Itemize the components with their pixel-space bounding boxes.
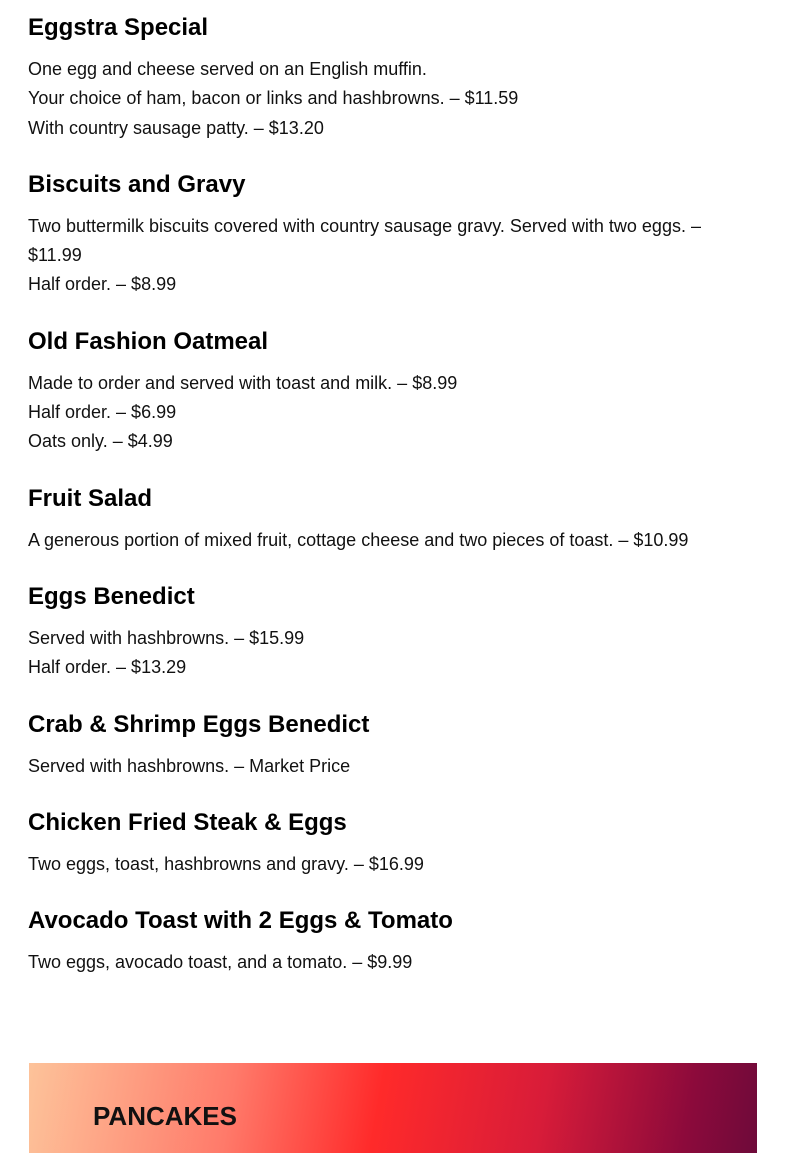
menu-item-eggs-benedict [28, 582, 757, 683]
menu-item-line: With country sausage patty. – $13.20 [28, 117, 324, 138]
menu-item-title: Old Fashion Oatmeal [28, 327, 269, 355]
menu-item-title: Biscuits and Gravy [28, 170, 246, 198]
pancakes-section-banner [29, 1063, 757, 1153]
menu-item-description [28, 850, 757, 879]
menu-item-title: Avocado Toast with 2 Eggs & Tomato [28, 907, 453, 935]
menu-item-chicken-fried-steak [28, 808, 757, 879]
menu-item-crab-shrimp-eggs-benedict [28, 710, 757, 781]
menu-item-line: Two eggs, avocado toast, and a tomato. – $9.99 [28, 952, 413, 973]
menu-item-old-fashion-oatmeal [28, 327, 757, 457]
menu-item-line: Served with hashbrowns. – $15.99 [28, 627, 305, 648]
menu-item-line: Half order. – $8.99 [28, 274, 177, 295]
menu-item-line: Made to order and served with toast and milk. – $8.99 [28, 372, 458, 393]
menu-item-line: Your choice of ham, bacon or links and hashbrowns. – $11.59 [28, 88, 519, 109]
menu-item-description [28, 212, 757, 300]
menu-item-line: Served with hashbrowns. – Market Price [28, 755, 351, 776]
menu-item-line: Half order. – $6.99 [28, 402, 177, 423]
menu-item-title: Fruit Salad [28, 484, 153, 512]
menu-item-description [28, 526, 757, 555]
menu-item-line: One egg and cheese served on an English muffin. [28, 59, 427, 79]
menu-item-line: A generous portion of mixed fruit, cottage cheese and two pieces of toast. – $10.99 [28, 529, 689, 550]
menu-item-line: Half order. – $13.29 [28, 657, 187, 678]
menu-item-description [28, 369, 757, 457]
menu-item-title: Crab & Shrimp Eggs Benedict [28, 710, 370, 738]
menu-item-line: Oats only. – $4.99 [28, 431, 173, 452]
menu-item-biscuits-and-gravy [28, 170, 757, 300]
menu-item-eggstra-special [28, 13, 757, 143]
menu-item-description [28, 948, 757, 977]
menu-item-description [28, 752, 757, 781]
breakfast-menu-list [28, 0, 757, 977]
menu-item-line: Two eggs, toast, hashbrowns and gravy. – $16.99 [28, 853, 424, 874]
menu-item-title: Eggstra Special [28, 14, 209, 41]
menu-item-avocado-toast [28, 906, 757, 977]
menu-item-description [28, 624, 757, 683]
menu-item-fruit-salad [28, 484, 757, 555]
menu-item-description [28, 55, 757, 143]
section-title: PANCAKES [93, 1101, 237, 1131]
menu-item-title: Eggs Benedict [28, 582, 195, 610]
menu-item-line: Two buttermilk biscuits covered with country sausage gravy. Served with two eggs. – $11.99 [28, 215, 701, 266]
menu-item-title: Chicken Fried Steak & Eggs [28, 808, 347, 836]
